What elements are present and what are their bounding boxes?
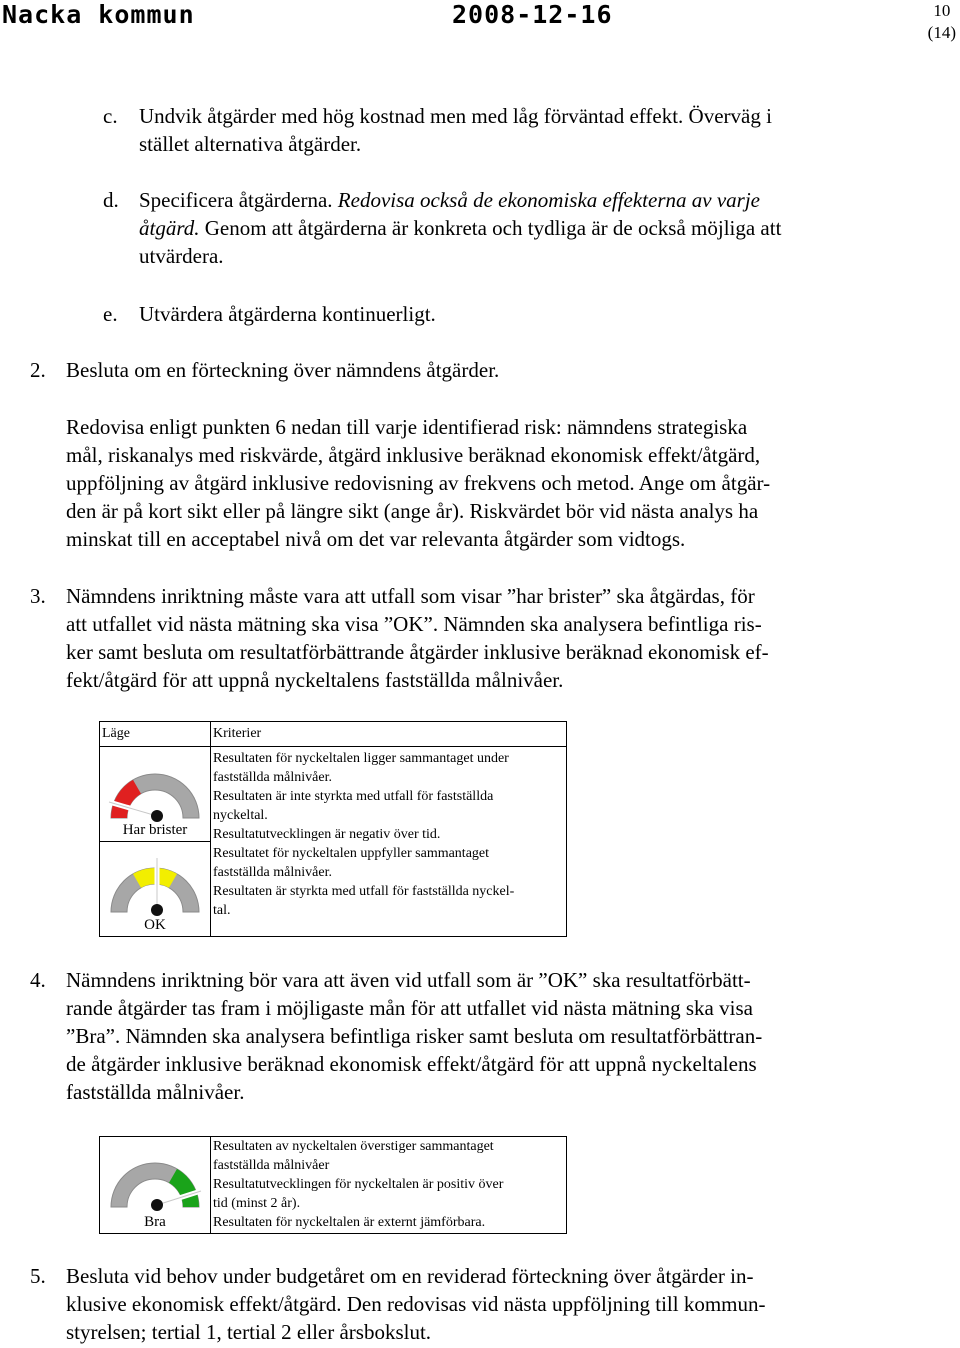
header-status: Läge <box>102 726 130 741</box>
text-line <box>139 186 781 214</box>
status-criteria-table <box>99 721 567 937</box>
organization-name: Nacka kommun <box>2 0 195 29</box>
criteria-line: nyckeltal. <box>213 808 268 823</box>
row-divider <box>100 841 210 842</box>
item-text <box>139 102 772 158</box>
text-italic: Redovisa också de ekonomiska effekterna av varje <box>337 188 760 212</box>
text-plain: Specificera åtgärderna. <box>139 188 338 212</box>
text-line: minskat till en acceptabel nivå om det var relevanta åtgärder som vidtogs. <box>66 527 686 551</box>
header-criteria: Kriterier <box>213 726 262 741</box>
item-text <box>139 186 781 270</box>
text-line: fekt/åtgärd för att uppnå nyckeltalens fastställda målnivåer. <box>66 668 564 692</box>
status-label-bra: Bra <box>144 1214 166 1230</box>
criteria-line: Resultaten av nyckeltalen överstiger sammantaget <box>213 1139 494 1154</box>
text-line: ker samt besluta om resultatförbättrande åtgärder inklusive beräknad ekonomisk ef- <box>66 640 769 664</box>
item-text <box>66 582 769 694</box>
item-c <box>103 102 923 162</box>
text-plain: Genom att åtgärderna är konkreta och tydliga är de också möjliga att <box>199 216 782 240</box>
gauge-green-icon <box>105 1145 205 1213</box>
item-3 <box>30 582 940 696</box>
text-line <box>139 214 781 242</box>
item-marker: c. <box>103 104 118 128</box>
page-current: 10 <box>933 1 951 20</box>
item-2 <box>30 356 930 386</box>
gauge-yellow-icon <box>105 850 205 918</box>
status-criteria-table-bra <box>99 1136 567 1234</box>
text-line: de åtgärder inklusive beräknad ekonomisk effekt/åtgärd för att uppnå nyckeltalens <box>66 1052 757 1076</box>
item-text <box>66 966 762 1106</box>
item-d <box>103 186 923 272</box>
item-marker: 2. <box>30 358 46 382</box>
item-text <box>66 1262 766 1346</box>
header-divider <box>100 746 566 747</box>
text-line: klusive ekonomisk effekt/åtgärd. Den redovisas vid nästa uppföljning till kommun- <box>66 1292 766 1316</box>
page-total: (14) <box>927 23 956 42</box>
text-line: stället alternativa åtgärder. <box>139 132 362 156</box>
text-line: att utfallet vid nästa mätning ska visa ”OK”. Nämnden ska analysera befintliga ris- <box>66 612 762 636</box>
text-line: ”Bra”. Nämnden ska analysera befintliga risker samt besluta om resultatförbättran- <box>66 1024 763 1048</box>
text-line: uppföljning av åtgärd inklusive redovisning av frekvens och metod. Ange om åtgär- <box>66 471 771 495</box>
text-line: mål, riskanalys med riskvärde, åtgärd inklusive beräknad ekonomisk effekt/åtgärd, <box>66 443 761 467</box>
text-line: fastställda målnivåer. <box>66 1080 245 1104</box>
item-marker: 4. <box>30 968 46 992</box>
criteria-har-brister <box>213 749 509 844</box>
item-2-paragraph <box>66 413 946 555</box>
criteria-bra <box>213 1137 503 1232</box>
criteria-line: tal. <box>213 903 231 918</box>
criteria-line: Resultaten är styrkta med utfall för fastställda nyckel- <box>213 884 515 899</box>
text-line: styrelsen; tertial 1, tertial 2 eller årsbokslut. <box>66 1320 432 1344</box>
status-label-ok: OK <box>144 917 166 933</box>
criteria-line: Resultaten för nyckeltalen ligger sammantaget under <box>213 751 509 766</box>
item-marker: 3. <box>30 584 46 608</box>
criteria-line: fastställda målnivåer <box>213 1158 330 1173</box>
criteria-line: Resultaten för nyckeltalen är externt jämförbara. <box>213 1215 486 1230</box>
item-marker: 5. <box>30 1264 46 1288</box>
text-line: Redovisa enligt punkten 6 nedan till varje identifierad risk: nämndens strategiska <box>66 415 748 439</box>
text-line: Besluta vid behov under budgetåret om en reviderad förteckning över åtgärder in- <box>66 1264 754 1288</box>
item-5 <box>30 1262 940 1348</box>
paragraph-text <box>66 413 770 553</box>
criteria-line: Resultatutvecklingen för nyckeltalen är positiv över <box>213 1177 504 1192</box>
text-line: Nämndens inriktning måste vara att utfall som visar ”har brister” ska åtgärdas, för <box>66 584 755 608</box>
text-line: den är på kort sikt eller på längre sikt (ange år). Riskvärdet bör vid nästa analys ha <box>66 499 759 523</box>
criteria-line: fastställda målnivåer. <box>213 865 332 880</box>
page-number <box>928 0 956 44</box>
gauge-red-icon <box>105 756 205 824</box>
item-marker: e. <box>103 302 118 326</box>
criteria-line: Resultatutvecklingen är negativ över tid. <box>213 827 441 842</box>
document-date: 2008-12-16 <box>452 0 613 29</box>
criteria-line: Resultatet för nyckeltalen uppfyller sammantaget <box>213 846 490 861</box>
criteria-line: tid (minst 2 år). <box>213 1196 301 1211</box>
item-4 <box>30 966 940 1108</box>
criteria-line: Resultaten är inte styrkta med utfall för fastställda <box>213 789 494 804</box>
item-text: Besluta om en förteckning över nämndens åtgärder. <box>66 358 500 382</box>
column-divider <box>210 1137 211 1233</box>
text-line: rande åtgärder tas fram i möjligaste mån för att utfallet vid nästa mätning ska visa <box>66 996 753 1020</box>
text-line: Undvik åtgärder med hög kostnad men med låg förväntad effekt. Överväg i <box>139 104 772 128</box>
status-label-har-brister: Har brister <box>122 822 188 838</box>
column-divider <box>210 722 211 936</box>
text-line: Nämndens inriktning bör vara att även vid utfall som är ”OK” ska resultatförbätt- <box>66 968 751 992</box>
text-line: utvärdera. <box>139 244 224 268</box>
item-marker: d. <box>103 188 119 212</box>
criteria-line: fastställda målnivåer. <box>213 770 332 785</box>
item-text: Utvärdera åtgärderna kontinuerligt. <box>139 302 436 326</box>
criteria-ok <box>213 844 514 920</box>
text-italic: åtgärd. <box>139 216 200 240</box>
item-e <box>103 300 923 330</box>
